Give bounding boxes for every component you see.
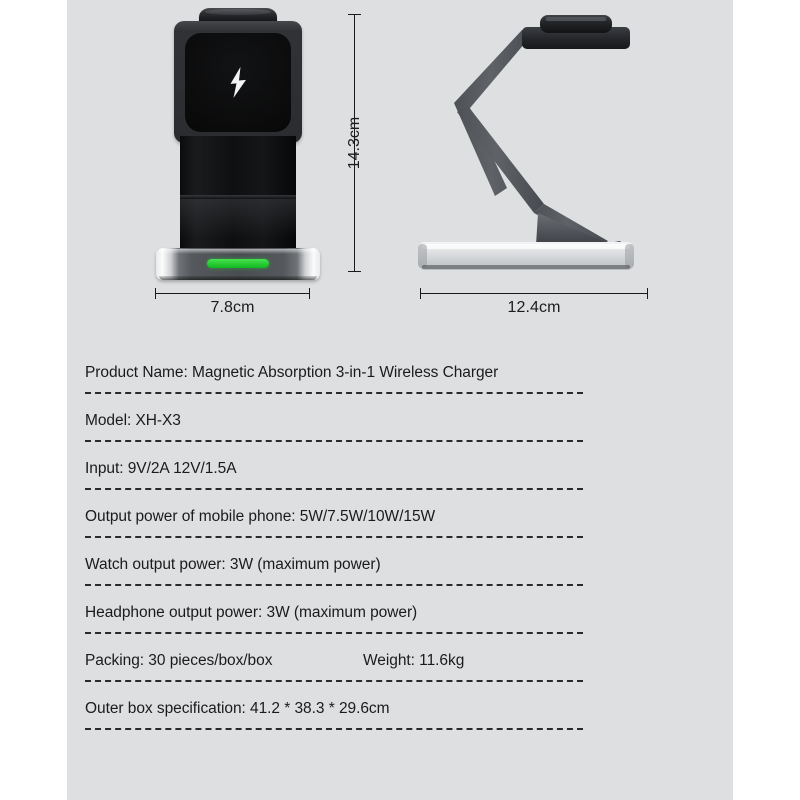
spec-divider — [85, 728, 583, 730]
spec-text-headphone-output: Headphone output power: 3W (maximum power) — [85, 604, 418, 621]
side-view-illustration — [412, 8, 662, 288]
spec-row-headphone-output — [85, 598, 583, 646]
phone-charging-plate — [174, 21, 302, 143]
spec-row-packing-weight — [85, 646, 583, 694]
product-figures — [67, 0, 733, 340]
charger-body-column — [180, 136, 296, 254]
spec-divider — [85, 488, 583, 490]
spec-row-input — [85, 454, 583, 502]
spec-text-input: Input: 9V/2A 12V/1.5A — [85, 460, 237, 477]
front-width-dimension-line — [155, 293, 310, 294]
specification-list — [85, 358, 583, 742]
spec-text-model: Model: XH-X3 — [85, 412, 181, 429]
height-dimension-label: 14.3cm — [346, 116, 363, 170]
base-bottom-shadow — [159, 276, 317, 280]
charger-base-front — [156, 248, 320, 280]
side-view-shape — [412, 8, 662, 288]
spec-divider — [85, 392, 583, 394]
spec-text-product-name: Product Name: Magnetic Absorption 3-in-1 Wireless Charger — [85, 364, 499, 381]
side-width-dimension-label: 12.4cm — [507, 299, 561, 316]
spec-divider — [85, 584, 583, 586]
spec-row-product-name — [85, 358, 583, 406]
spec-text-packing: Packing: 30 pieces/box/box — [85, 652, 273, 669]
side-width-dimension — [420, 288, 648, 316]
front-width-dimension — [155, 288, 310, 316]
spec-text-weight: Weight: 11.6kg — [363, 652, 465, 669]
base-top-highlight — [159, 249, 317, 254]
height-dimension — [345, 14, 365, 272]
body-sheen — [180, 199, 296, 254]
side-width-dimension-line — [420, 293, 648, 294]
spec-row-outer-box — [85, 694, 583, 742]
status-led-indicator — [207, 259, 269, 268]
spec-divider — [85, 440, 583, 442]
lightning-bolt-icon — [225, 66, 251, 98]
side-width-cap-right — [647, 288, 648, 299]
spec-row-model — [85, 406, 583, 454]
spec-text-outer-box: Outer box specification: 41.2 * 38.3 * 29.6cm — [85, 700, 390, 717]
spec-divider — [85, 536, 583, 538]
spec-text-phone-output: Output power of mobile phone: 5W/7.5W/10W/15W — [85, 508, 436, 525]
watch-puck-top-surface — [205, 9, 271, 15]
spec-row-phone-output — [85, 502, 583, 550]
spec-text-watch-output: Watch output power: 3W (maximum power) — [85, 556, 381, 573]
spec-divider — [85, 632, 583, 634]
spec-row-watch-output — [85, 550, 583, 598]
spec-divider — [85, 680, 583, 682]
front-view-illustration — [152, 8, 327, 288]
front-width-cap-right — [309, 288, 310, 299]
charging-screen-surface — [185, 33, 291, 132]
height-dimension-cap-bottom — [348, 271, 361, 272]
front-width-dimension-label: 7.8cm — [210, 299, 255, 316]
